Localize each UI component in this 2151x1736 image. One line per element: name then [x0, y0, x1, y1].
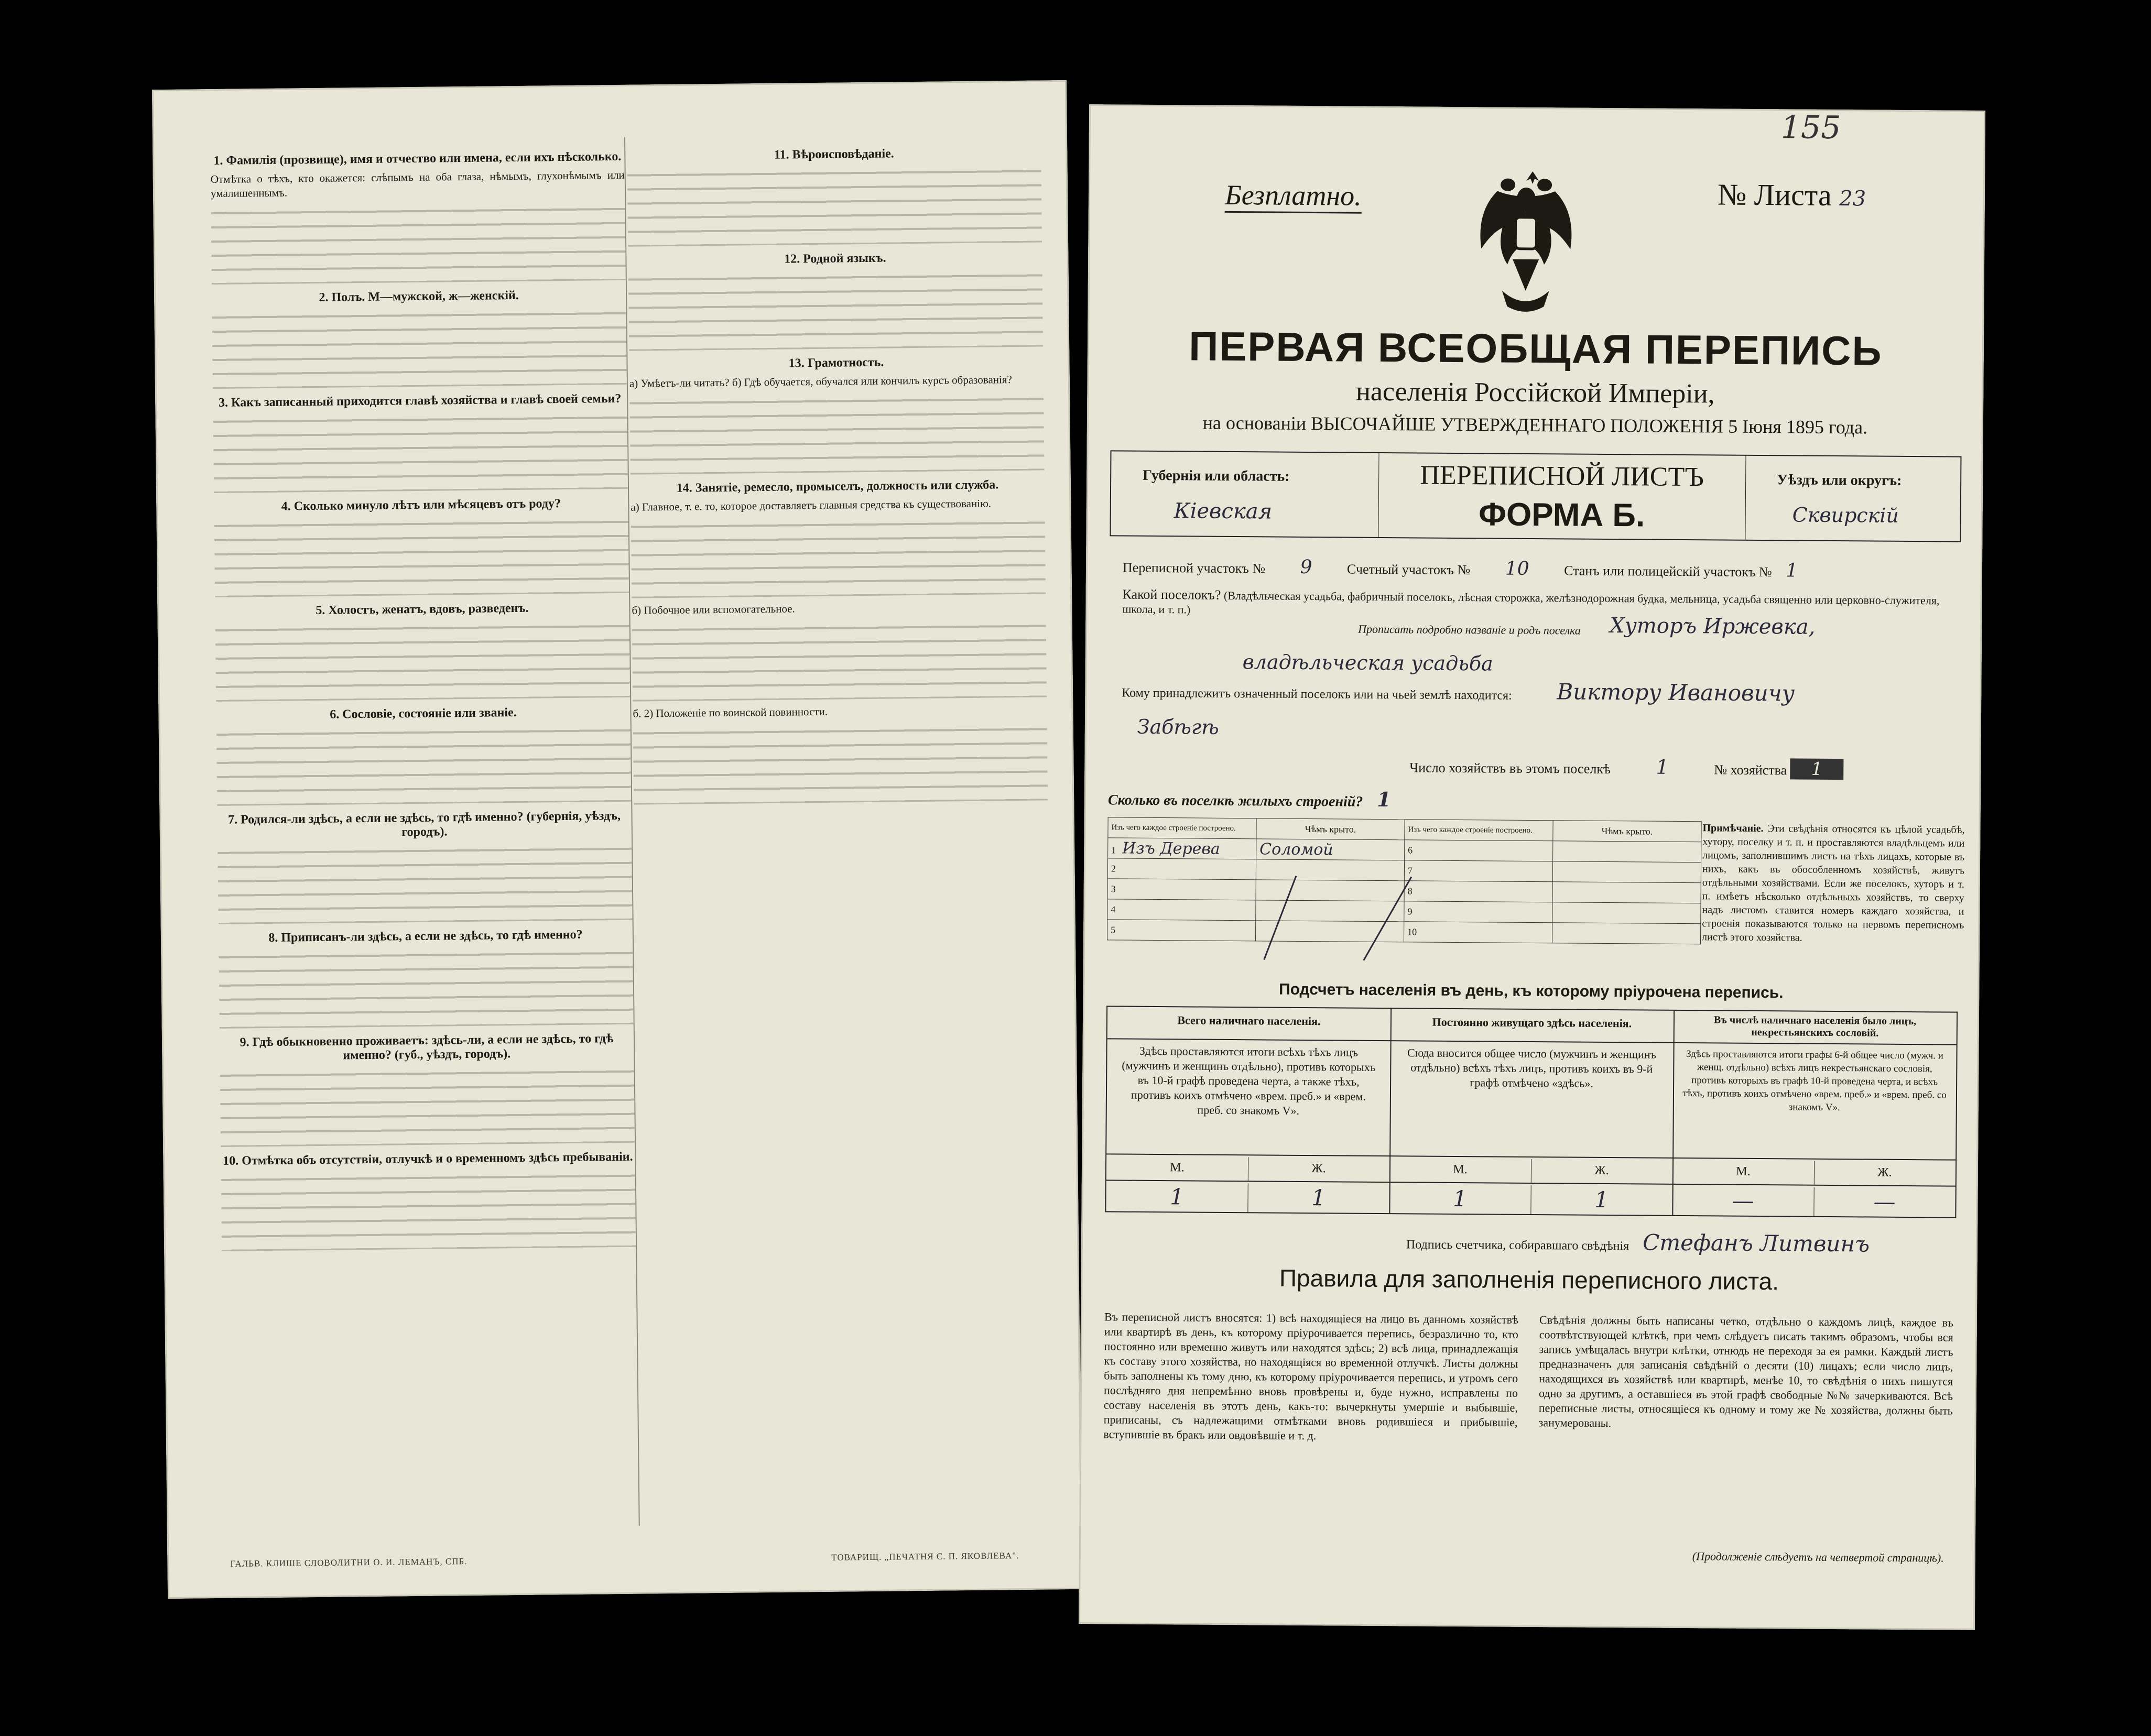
- households-value: 1: [1656, 755, 1669, 779]
- gubernia-label: Губернія или область:: [1143, 467, 1290, 485]
- buildings-cell-material-2: [1404, 901, 1552, 923]
- right-page: [1079, 104, 1985, 1630]
- population-count-value: 1: [1453, 1185, 1468, 1212]
- section-body-filler: [211, 202, 626, 285]
- section-title: 8. Приписанъ-ли здѣсь, а если не здѣсь, то гдѣ именно?: [268, 927, 583, 945]
- printer-imprint-right: ТОВАРИЩ. „ПЕЧАТНЯ С. П. ЯКОВЛЕВА".: [831, 1551, 1019, 1563]
- section-body-filler: [219, 946, 634, 1029]
- households-count: Число хозяйствъ въ этомъ поселкѣ 1 № хозяйства 1: [1409, 754, 1843, 780]
- section-text: Отмѣтка о тѣхъ, кто окажется: слѣпымъ на оба глаза, нѣмымъ, глухонѣмымъ или умалишеннымъ.: [210, 168, 625, 200]
- section-title: 12. Родной языкъ.: [784, 251, 886, 266]
- male-header: М.: [1736, 1164, 1751, 1178]
- instructions-column-1: [210, 143, 639, 1530]
- signature-value: Стефанъ Литвинъ: [1643, 1229, 1870, 1257]
- buildings-question: Сколько въ поселкѣ жилыхъ строеній? 1: [1107, 787, 1392, 812]
- section-text: б. 2) Положеніе по воинской повинности.: [633, 705, 828, 720]
- owner-value-1: Виктору Ивановичу: [1557, 679, 1795, 706]
- rules-title: Правила для заполненія переписного листа.: [1279, 1264, 1779, 1295]
- free-label: Безплатно.: [1225, 179, 1362, 214]
- census-subtitle: населенія Россійской Имперіи,: [1355, 376, 1715, 409]
- list-number-label: № Листа: [1717, 177, 1832, 212]
- total-population-title: Всего наличнаго населенія.: [1177, 1013, 1321, 1028]
- census-title: ПЕРВАЯ ВСЕОБЩАЯ ПЕРЕПИСЬ: [1188, 323, 1883, 374]
- nonpeasant-population-title: Въ числѣ наличнаго населенія было лицъ, некрестьянскихъ сословій.: [1713, 1014, 1917, 1039]
- list-number-value: 23: [1839, 187, 1866, 211]
- rules-column-2: Свѣдѣнія должны быть написаны четко, отдѣльно о каждомъ лицѣ, каждое въ соотвѣтствующей клѣткѣ, при чемъ слѣдуетъ писать такимъ образомъ, чтобы вся запись умѣщалась внутри клѣтки, отнюдь не переходя за ея рамки. Каждый листъ предназначенъ для записанія свѣдѣній о десяти (10) лицахъ; если число лицъ, находящихся въ хозяйствѣ или квартирѣ, менѣе 10, то свѣдѣнія о нихъ пишутся одно за другимъ, а оставшіеся въ этой графѣ свободные №№ зачеркиваются. Всѣ переписные листы, относящіеся къ одному и тому же № хозяйства, должны быть занумерованы.: [1538, 1313, 1954, 1430]
- female-header: Ж.: [1594, 1163, 1609, 1178]
- row-number: 7: [1407, 865, 1413, 876]
- gubernia-value: Кіевская: [1174, 499, 1273, 524]
- section-title: 11. Вѣроисповѣданіе.: [774, 147, 894, 162]
- buildings-cell-roof-2: [1553, 841, 1701, 862]
- row-number: 6: [1408, 844, 1413, 855]
- owner-value-2: Забѣгѣ: [1137, 715, 1219, 739]
- double-headed-eagle-emblem: [1465, 159, 1587, 318]
- printer-imprint-left: ГАЛЬВ. КЛИШЕ СЛОВОЛИТНИ О. И. ЛЕМАНЪ, СПБ.: [230, 1556, 468, 1569]
- section-title: 3. Какъ записанный приходится главѣ хозяйства и главѣ своей семьи?: [218, 391, 622, 410]
- census-legal-basis: на основаніи ВЫСОЧАЙШЕ УТВЕРЖДЕННАГО ПОЛОЖЕНІЯ 5 Іюня 1895 года.: [1202, 412, 1868, 438]
- section-title: 6. Сословіе, состояніе или званіе.: [330, 705, 517, 722]
- owner-label: Кому принадлежитъ означенный поселокъ или на чьей землѣ находится:: [1122, 686, 1512, 703]
- buildings-note: Примѣчаніе. Эти свѣдѣнія относятся къ цѣлой усадьбѣ, хутору, поселку и т. п. и проставляются владѣльцемъ или лицомъ, заполнившимъ листъ на тѣхъ лицахъ, которые въ нихъ, какъ въ обособленномъ хозяйствѣ, живутъ отдѣльными хозяйствами. Если же поселокъ, хуторъ и т. п. имѣетъ нѣсколько отдѣльныхъ хозяйствъ, то сверху надъ листомъ ставится номеръ каждаго хозяйства, и строенія показываются только на первомъ переписномъ листѣ этого хозяйства.: [1702, 822, 1965, 944]
- nonpeasant-population-text: Здѣсь проставляются итоги графы 6-й общее число (мужч. и женщ. отдѣльно) всѣхъ лицъ некрестьянскаго сословія, противъ которыхъ въ графѣ 10-й проведена черта, и всѣхъ тѣхъ, противъ коихъ отмѣчено «врем. преб.» и «врем. преб. со знакомъ V».: [1682, 1049, 1947, 1113]
- district-line: Переписной участокъ № 9 Счетный участокъ № 10 Станъ или полицейскій участокъ № 1: [1123, 555, 1961, 583]
- female-header: Ж.: [1311, 1162, 1326, 1176]
- section-title: 4. Сколько минуло лѣтъ или мѣсяцевъ отъ роду?: [281, 497, 561, 514]
- settlement-question: Какой поселокъ? (Владѣльческая усадьба, фабричный поселокъ, лѣсная сторожка, желѣзнодорожная будка, мельница, усадьба священно или церковно-служителя, школа, и т. п.): [1122, 586, 1940, 616]
- buildings-header-roof-2: Чѣмъ крыто.: [1553, 821, 1701, 842]
- section-body-filler: [218, 842, 633, 924]
- row-number: 2: [1111, 862, 1116, 874]
- section-title: 2. Полъ. М—мужской, ж—женскій.: [319, 288, 519, 304]
- form-header-box: [1110, 450, 1961, 542]
- population-count-title: Подсчетъ населенія въ день, къ которому пріурочена перепись.: [1278, 980, 1784, 1002]
- form-type: ФОРМА Б.: [1478, 496, 1645, 534]
- row-number: 8: [1407, 885, 1413, 896]
- section-text: а) Главное, т. е. то, которое доставляетъ главныя средства къ существованію.: [631, 497, 992, 514]
- male-header: М.: [1453, 1162, 1468, 1177]
- buildings-cell-material-2: [1404, 860, 1552, 882]
- total-population-text: Здѣсь проставляются итоги всѣхъ тѣхъ лицъ (мужчинъ и женщинъ отдѣльно), противъ которыхъ въ 10-й графѣ проведена черта, а также тѣхъ, противъ коихъ отмѣчено «врем. преб.» и «врем. преб. со знакомъ V».: [1122, 1044, 1376, 1117]
- section-body-filler: [632, 618, 1047, 701]
- section-body-filler: [633, 722, 1048, 804]
- section-body-filler: [214, 515, 629, 597]
- building-material-value: Изъ Дерева: [1122, 839, 1220, 858]
- buildings-table: [1107, 817, 1702, 944]
- rules-column-1: Въ переписной листъ вносятся: 1) всѣ находящіеся на лицо въ данномъ хозяйствѣ или квартирѣ въ день, къ которому пріурочивается перепись, безразлично то, кто постоянно или временно живутъ или находятся здѣсь; 2) всѣ лица, принадлежащія къ составу этого хозяйства, но находящіяся во временной отлучкѣ. Листы должны быть заполнены къ тому дню, къ которому пріурочивается перепись, и утромъ сего послѣдняго дня непремѣнно вновь провѣрены и, буде нужно, исправлены по составу населенія въ этотъ день, какъ-то: вычеркнуты умершіе и выбывшіе, приписаны, съ надлежащими отмѣтками вновь родившіеся и прибывшіе, вступившіе въ бракъ или овдовѣвшіе и т. д.: [1103, 1310, 1519, 1443]
- section-body-filler: [215, 619, 631, 702]
- section-body-filler: [627, 163, 1042, 246]
- section-body-filler: [628, 268, 1044, 351]
- household-number-value: 1: [1790, 758, 1844, 780]
- section-body-filler: [629, 391, 1045, 474]
- left-page: [152, 80, 1082, 1599]
- section-body-filler: [212, 306, 627, 389]
- permanent-population-title: Постоянно живущаго здѣсь населенія.: [1432, 1015, 1632, 1030]
- rules-continued-note: (Продолженіе слѣдуетъ на четвертой страницѣ).: [1692, 1549, 1944, 1565]
- section-title: 5. Холостъ, женатъ, вдовъ, разведенъ.: [316, 601, 529, 617]
- buildings-cell-material-2: [1405, 840, 1553, 861]
- row-number: 9: [1407, 905, 1413, 916]
- section-text: б) Побочное или вспомогательное.: [632, 602, 795, 617]
- section-title: 7. Родился-ли здѣсь, а если не здѣсь, то гдѣ именно? (губернія, уѣздъ, городъ).: [227, 809, 621, 839]
- buildings-strike-lines: [1212, 855, 1422, 966]
- buildings-cell-roof-2: [1552, 861, 1701, 883]
- buildings-cell-material-2: [1404, 922, 1552, 943]
- population-count-value: 1: [1594, 1186, 1609, 1213]
- buildings-value: 1: [1377, 787, 1392, 812]
- section-body-filler: [221, 1169, 636, 1251]
- population-count-value: 1: [1170, 1184, 1185, 1210]
- section-body-filler: [220, 1064, 635, 1147]
- uezd-value: Сквирскій: [1792, 503, 1899, 527]
- district-value: 9: [1300, 556, 1312, 578]
- uezd-label: Уѣздъ или округъ:: [1777, 472, 1902, 489]
- female-header: Ж.: [1877, 1165, 1892, 1180]
- archive-page-number: 155: [1780, 109, 1841, 147]
- list-number: [1718, 177, 1866, 213]
- section-title: 14. Занятіе, ремесло, промыселъ, должность или служба.: [676, 478, 999, 495]
- row-number: 10: [1407, 926, 1417, 937]
- section-title: 9. Гдѣ обыкновенно проживаетъ: здѣсь-ли, а если не здѣсь, то гдѣ именно? (губ., уѣздъ, городъ).: [240, 1032, 614, 1063]
- section-body-filler: [631, 515, 1046, 598]
- buildings-header-material-2: Изъ чего каждое строеніе построено.: [1405, 820, 1553, 841]
- form-title: ПЕРЕПИСНОЙ ЛИСТЪ: [1420, 460, 1704, 493]
- building-roof-value: Соломой: [1259, 839, 1333, 859]
- row-number: 4: [1111, 903, 1116, 914]
- row-number: 5: [1111, 924, 1116, 935]
- section-title: 10. Отмѣтка объ отсутствіи, отлучкѣ и о временномъ здѣсь пребываніи.: [223, 1150, 633, 1168]
- permanent-population-text: Сюда вносится общее число (мужчинъ и женщинъ отдѣльно) всѣхъ тѣхъ лицъ, противъ коихъ въ 9-й графѣ отмѣчено «здѣсь».: [1407, 1046, 1657, 1090]
- section-title: 1. Фамилія (прозвище), имя и отчество или имена, если ихъ нѣсколько.: [213, 149, 622, 168]
- section-body-filler: [213, 410, 628, 493]
- population-count-value: —: [1873, 1188, 1896, 1215]
- instructions-column-2: [627, 138, 1056, 1525]
- signature-line: Подпись счетчика, собиравшаго свѣдѣнія Стефанъ Литвинъ: [1406, 1229, 1870, 1257]
- population-values-row: [1106, 1182, 1955, 1217]
- male-header: М.: [1170, 1161, 1185, 1175]
- settlement-hint: Прописать подробно названіе и родъ поселка: [1358, 622, 1581, 637]
- buildings-cell-roof-2: [1552, 882, 1701, 903]
- population-count-table: [1105, 1006, 1958, 1218]
- section-text: а) Умѣетъ-ли читать? б) Гдѣ обучается, обучался или кончилъ курсъ образованія?: [629, 373, 1012, 390]
- section-body-filler: [216, 723, 632, 806]
- population-count-value: —: [1732, 1187, 1754, 1214]
- count-district-value: 10: [1505, 558, 1529, 580]
- buildings-header-roof: Чѣмъ крыто.: [1256, 818, 1405, 840]
- stan-value: 1: [1786, 560, 1798, 582]
- buildings-cell-roof-2: [1552, 923, 1700, 944]
- population-count-value: 1: [1311, 1185, 1326, 1211]
- settlement-value-1: Хуторъ Иржевка,: [1610, 614, 1816, 639]
- buildings-cell-roof-2: [1552, 902, 1701, 924]
- buildings-header-material: Изъ чего каждое строеніе построено.: [1108, 817, 1256, 839]
- settlement-value-2: владѣльческая усадьба: [1242, 650, 1493, 675]
- section-title: 13. Грамотность.: [788, 355, 884, 370]
- row-number: 3: [1111, 883, 1116, 894]
- buildings-cell-material-2: [1404, 881, 1552, 902]
- row-number: 1: [1111, 844, 1116, 855]
